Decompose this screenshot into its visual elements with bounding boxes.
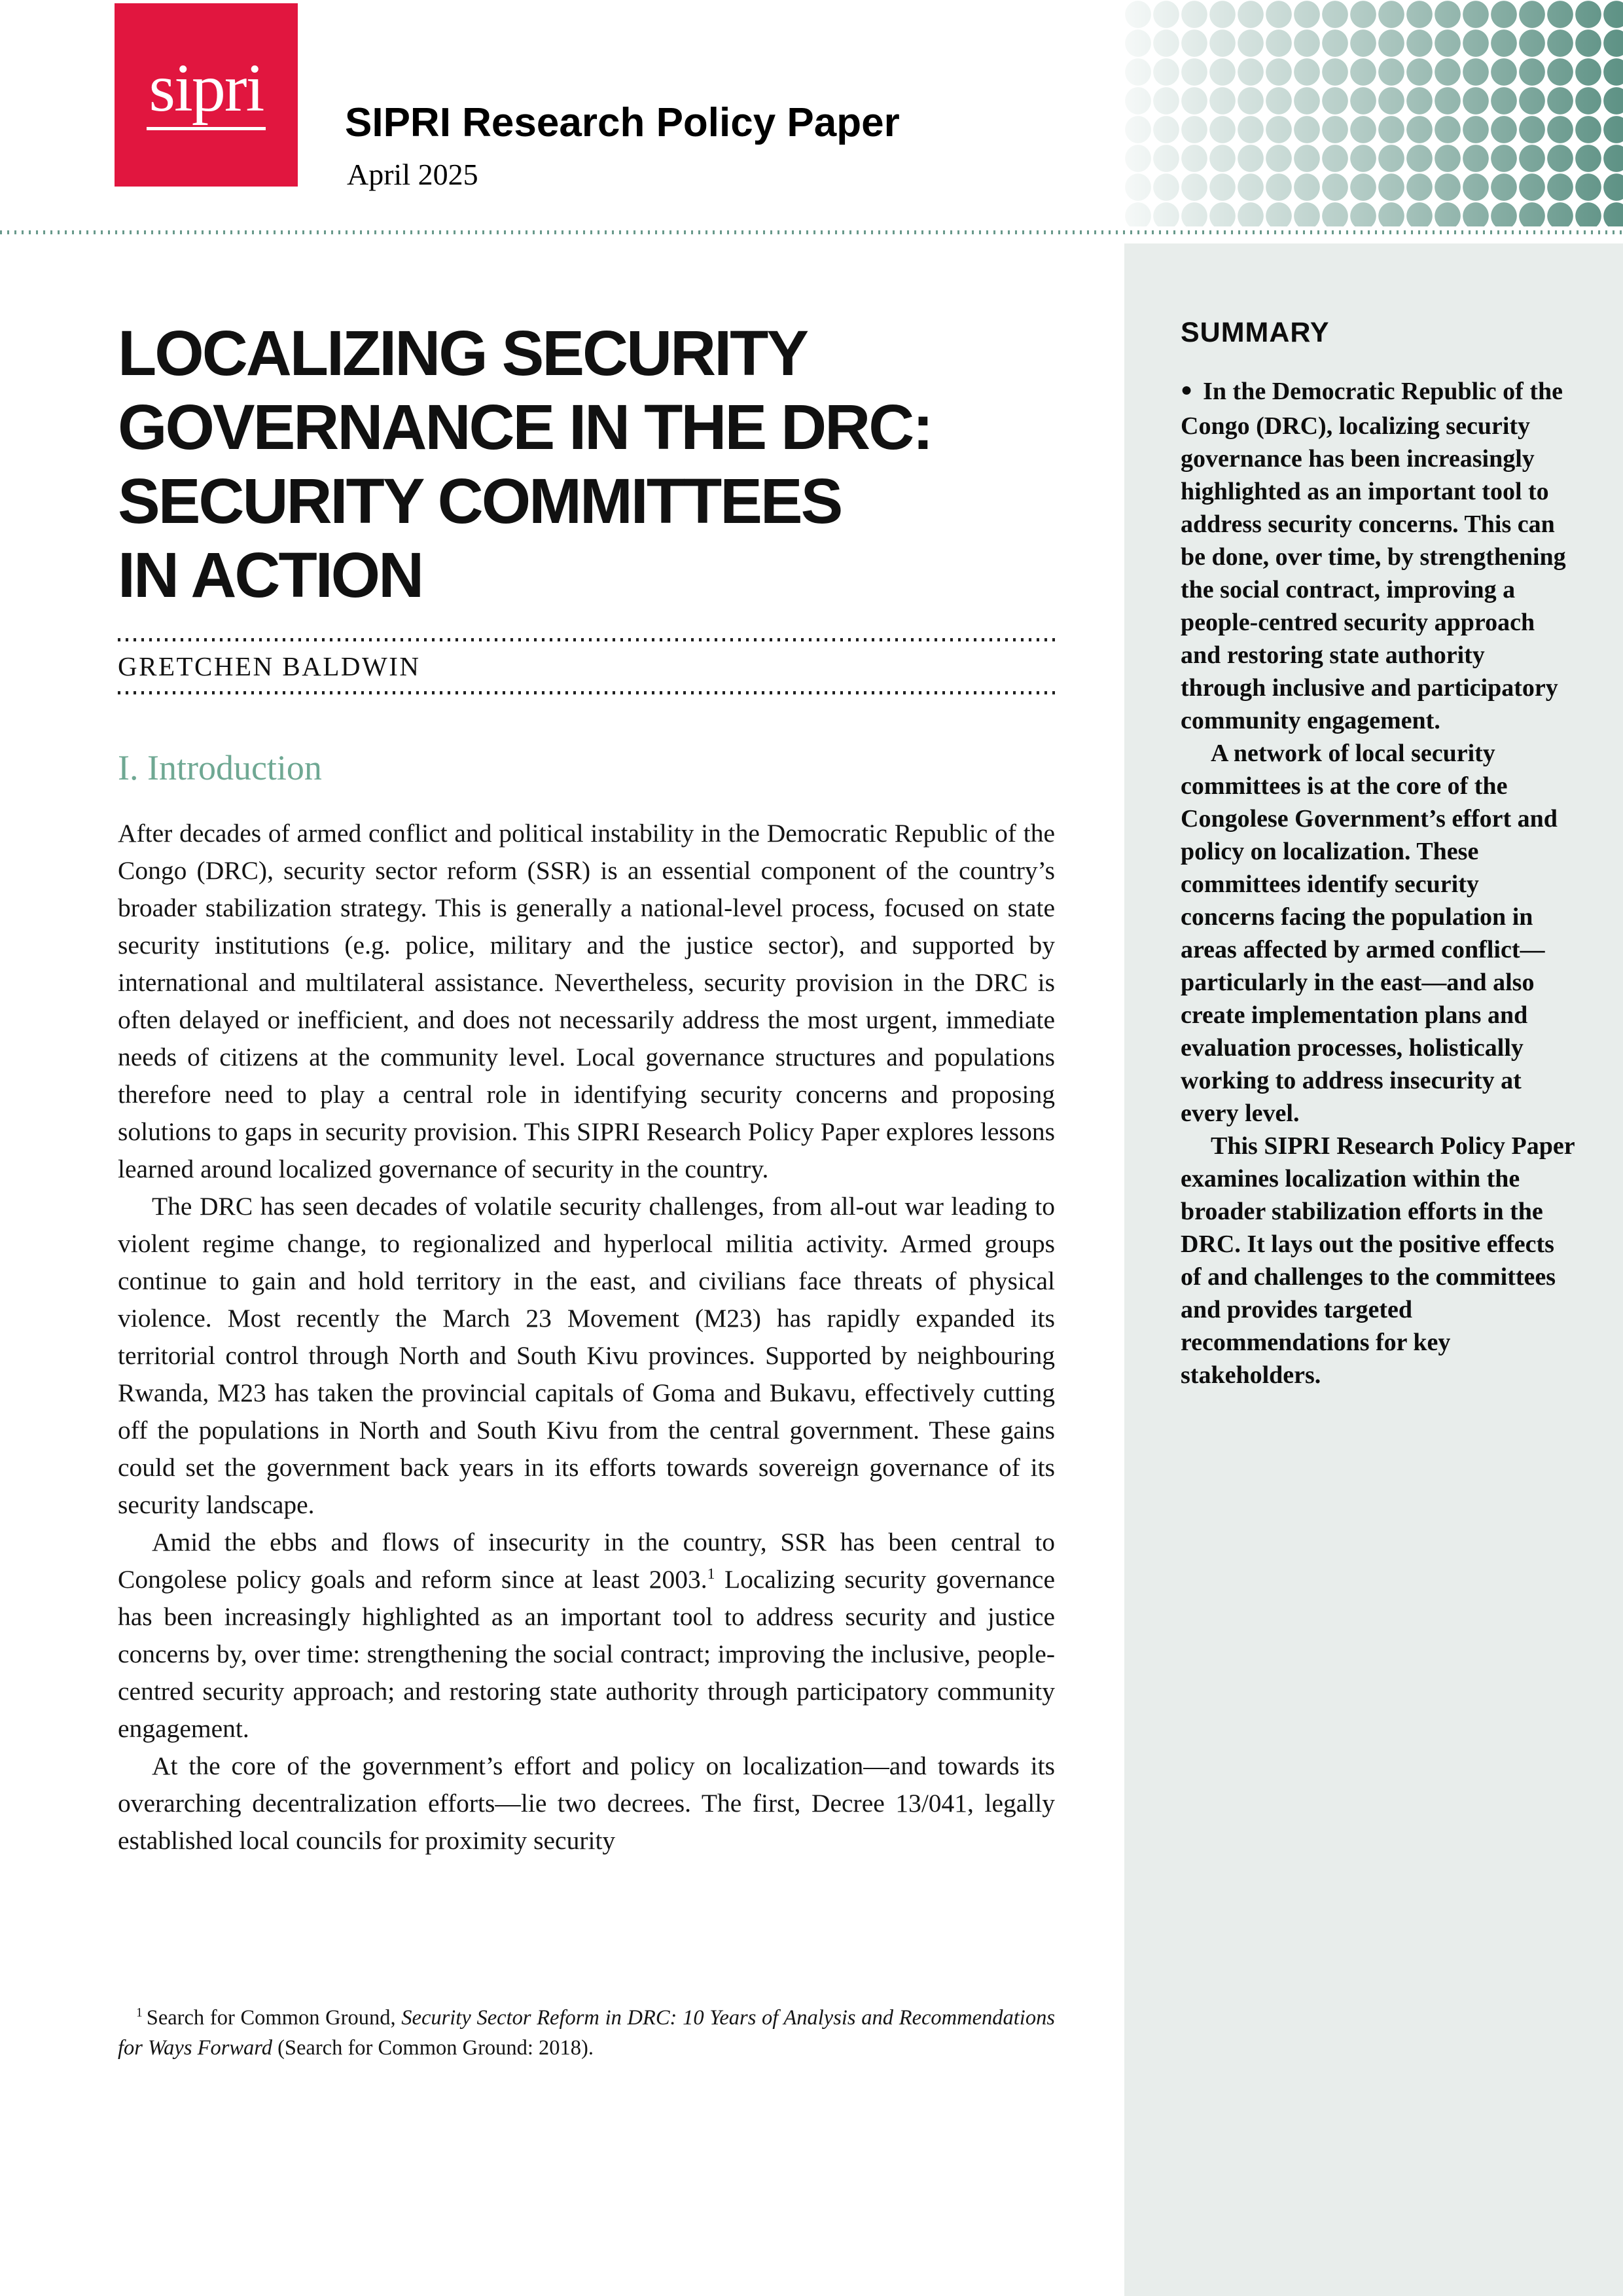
page-title [118, 316, 1055, 612]
summary-heading: SUMMARY [1181, 317, 1330, 348]
sipri-logo [115, 3, 298, 187]
decorative-dot-pattern [1124, 0, 1623, 226]
main-column [118, 316, 1055, 1859]
summary-paragraph-1-text: In the Democratic Republic of the Congo (DRC), localizing security governance has been increasingly highlighted as an important tool to address security concerns. This can be done, over time, by strengthening the social contract, improving a people-centred security approach and restoring state authority through inclusive and participatory community engagement. [1181, 378, 1566, 734]
footnote-1 [118, 2003, 1055, 2063]
body-text [118, 815, 1055, 1859]
body-paragraph-1: After decades of armed conflict and political instability in the Democratic Republic of the Congo (DRC), security sector reform (SSR) is an essential component of the country’s broader stabilization strategy. This is generally a national-level process, focused on state security institutions (e.g. police, military and the justice sector), and supported by international and multilateral assistance. Nevertheless, security provision in the DRC is often delayed or inefficient, and does not necessarily address the most urgent, immediate needs of citizens at the community level. Local governance structures and populations therefore need to play a central role in identifying security concerns and proposing solutions to gaps in security provision. This SIPRI Research Policy Paper explores lessons learned around localized governance of security in the country. [118, 819, 1055, 1183]
body-paragraph-3-continued: Localizing security governance has been increasingly highlighted as an important tool to address security and justice concerns by, over time: strengthening the social contract; improving the inclusive, people-centred security approach; and restoring state authority through participatory community engagement. [118, 1565, 1055, 1743]
summary-paragraph-2: A network of local security committees is at the core of the Congolese Government’s effort and policy on localization. These committees identify security concerns facing the population in areas affected by armed conflict—particularly in the east—and also create implementation plans and evaluation processes, holistically working to address insecurity at every level. [1181, 740, 1558, 1127]
bullet-icon: ● [1181, 379, 1193, 401]
title-line-1: LOCALIZING SECURITY [118, 317, 808, 389]
footnote-1-tail: (Search for Common Ground: 2018). [272, 2036, 594, 2060]
footnote-block [118, 2003, 1055, 2063]
summary-paragraph-3: This SIPRI Research Policy Paper examines localization within the broader stabilization efforts in the DRC. It lays out the positive effects of and challenges to the committees and provides targeted recommendations for key stakeholders. [1181, 1132, 1575, 1389]
summary-sidebar [1124, 243, 1623, 2296]
title-line-3: SECURITY COMMITTEES [118, 465, 842, 537]
sipri-logo-wordmark: sipri [147, 60, 266, 130]
body-paragraph-3-text: Amid the ebbs and flows of insecurity in the country, SSR has been central to Congolese policy goals and reform since at least 2003. [118, 1528, 1055, 1594]
footnote-reference-1: 1 [707, 1565, 715, 1583]
section-heading-introduction: I. Introduction [118, 748, 322, 787]
body-paragraph-4: At the core of the government’s effort and policy on localization—and towards its overarching decentralization efforts—lie two decrees. The first, Decree 13/041, legally established local councils for proximity security [118, 1751, 1055, 1855]
header-dotted-separator [0, 230, 1623, 234]
footnote-1-marker: 1 [136, 2006, 143, 2020]
body-paragraph-2: The DRC has seen decades of volatile security challenges, from all-out war leading to violent regime change, to regionalized and hyperlocal militia activity. Armed groups continue to gain and hold territory in the east, and civilians face threats of physical violence. Most recently the March 23 Movement (M23) has rapidly expanded its territorial control through North and South Kivu provinces. Supported by neighbouring Rwanda, M23 has taken the provincial capitals of Goma and Bukavu, effectively cutting off the populations in North and South Kivu from the central government. These gains could set the government back years in its efforts towards sovereign governance of its security landscape. [118, 1192, 1055, 1519]
publication-date: April 2025 [347, 158, 478, 191]
footnote-1-lead: Search for Common Ground, [146, 2006, 402, 2030]
publication-series-title: SIPRI Research Policy Paper [345, 100, 900, 145]
author-rule-top [118, 638, 1055, 641]
author-rule-bottom [118, 691, 1055, 694]
author-name: GRETCHEN BALDWIN [118, 651, 421, 681]
footnote-1-source-title: Security Sector Reform in DRC: 10 Years of Analysis and Recommendations for Ways Forward [118, 2006, 1055, 2060]
title-line-2: GOVERNANCE IN THE DRC: [118, 391, 932, 463]
body-paragraph-3 [118, 1524, 1055, 1748]
summary-paragraph-1 [1181, 375, 1575, 737]
title-line-4: IN ACTION [118, 539, 423, 611]
